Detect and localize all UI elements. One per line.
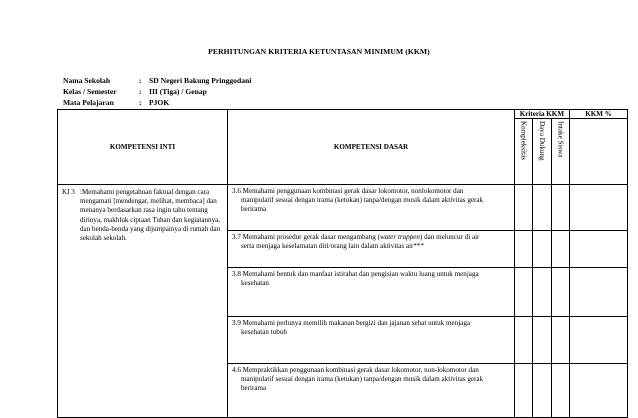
school-info bbox=[63, 75, 251, 108]
ki-code: KI 3 bbox=[62, 188, 75, 196]
score-cell bbox=[515, 317, 533, 364]
score-cell bbox=[570, 268, 628, 317]
kd-line: kesehatan tubuh bbox=[241, 328, 287, 337]
header-row-top bbox=[58, 110, 628, 119]
score-cell bbox=[552, 268, 570, 317]
criteria-label: Kompleksitas bbox=[519, 121, 528, 161]
header-kriteria-kkm: Kriteria KKM bbox=[515, 110, 570, 119]
meta-row-class bbox=[63, 86, 251, 97]
kd-cell bbox=[228, 268, 515, 317]
score-cell bbox=[515, 185, 533, 231]
score-cell bbox=[570, 364, 628, 418]
score-cell bbox=[533, 317, 552, 364]
score-cell bbox=[552, 185, 570, 231]
kd-text-italic: water trappen bbox=[379, 233, 420, 241]
kd-line: manipulatif sesuai dengan irama (ketukan) tanpa/dengan musik dalam aktivitas gerak bbox=[241, 196, 484, 205]
score-cell bbox=[570, 185, 628, 231]
score-cell bbox=[533, 231, 552, 268]
meta-value: PJOK bbox=[149, 98, 170, 107]
meta-colon: : bbox=[139, 98, 142, 107]
kd-line: serta menjaga keselamatan diri/orang lain dalam aktivitas air*** bbox=[241, 242, 424, 251]
meta-row-school bbox=[63, 75, 251, 86]
kd-line: manipulatif sesuai dengan irama (ketukan) tanpa/dengan musik dalam aktivitas gerak bbox=[241, 375, 484, 384]
kd-text: 3.7 Memahami prosedur gerak dasar mengambang ( bbox=[232, 233, 380, 241]
kd-line: 4.6 Mempraktikkan penggunaan kombinasi gerak dasar lokomotor, non-lokomotor dan bbox=[232, 366, 479, 374]
score-cell bbox=[533, 185, 552, 231]
meta-label: Kelas / Semester bbox=[63, 87, 117, 96]
criteria-intake-siswa bbox=[552, 119, 570, 185]
meta-row-subject bbox=[63, 97, 251, 108]
kd-line: kesehatan bbox=[241, 279, 269, 288]
kkm-table bbox=[57, 109, 628, 418]
score-cell bbox=[570, 317, 628, 364]
score-cell bbox=[533, 268, 552, 317]
table-row bbox=[58, 185, 628, 231]
meta-label: Mata Pelajaran bbox=[63, 98, 114, 107]
criteria-label: Daya Dukung bbox=[538, 121, 546, 161]
score-cell bbox=[552, 317, 570, 364]
header-kompetensi-inti: KOMPETENSI INTI bbox=[58, 110, 228, 185]
criteria-label: Intake Siswa bbox=[556, 121, 565, 158]
criteria-daya-dukung bbox=[533, 119, 552, 185]
meta-value: III (Tiga) / Genap bbox=[149, 87, 207, 96]
kd-line: berirama bbox=[241, 205, 267, 214]
score-cell bbox=[552, 364, 570, 418]
ki-text: :Memahami pengetahuan faktual dengan cara mengamati [mendengar, melihat, membaca] dan menanya berdasarkan rasa ingin tahu tentang dirinya, makhluk ciptaan Tuhan dan kegiatannya, dan benda-benda yang dijumpainya di rumah dan sekolah sekolah. bbox=[80, 188, 221, 243]
score-cell bbox=[552, 231, 570, 268]
meta-label: Nama Sekolah bbox=[63, 76, 111, 85]
kkm-percent-cell bbox=[570, 119, 628, 185]
score-cell bbox=[533, 364, 552, 418]
header-kkm-percent: KKM % bbox=[570, 110, 628, 119]
kd-cell bbox=[228, 364, 515, 418]
kd-line bbox=[232, 233, 510, 242]
kd-text: ) dan meluncur di air bbox=[419, 233, 480, 241]
score-cell bbox=[515, 364, 533, 418]
kd-line: 3.8 Memahami bentuk dan manfaat istirahat dan pengisian waktu luang untuk menjaga bbox=[232, 270, 479, 278]
kd-line: berirama bbox=[241, 384, 267, 393]
score-cell bbox=[570, 231, 628, 268]
meta-colon: : bbox=[139, 76, 142, 85]
kd-cell bbox=[228, 317, 515, 364]
score-cell bbox=[515, 231, 533, 268]
kd-line: 3.6 Memahami penggunaan kombinasi gerak dasar lokomotor, nonlokomotor dan bbox=[232, 187, 464, 195]
meta-value: SD Negeri Bakung Pringgodani bbox=[149, 76, 252, 85]
kd-line: 3.9 Memahami perlunya memilih makanan bergizi dan jajanan sehat untuk menjaga bbox=[232, 319, 471, 327]
criteria-kompleksitas bbox=[515, 119, 533, 185]
ki-cell bbox=[58, 185, 228, 418]
kd-cell bbox=[228, 185, 515, 231]
score-cell bbox=[515, 268, 533, 317]
kd-cell bbox=[228, 231, 515, 268]
page-title: PERHITUNGAN KRITERIA KETUNTASAN MINIMUM (KKM) bbox=[208, 47, 430, 56]
meta-colon: : bbox=[139, 87, 142, 96]
header-kompetensi-dasar: KOMPETENSI DASAR bbox=[228, 110, 515, 185]
